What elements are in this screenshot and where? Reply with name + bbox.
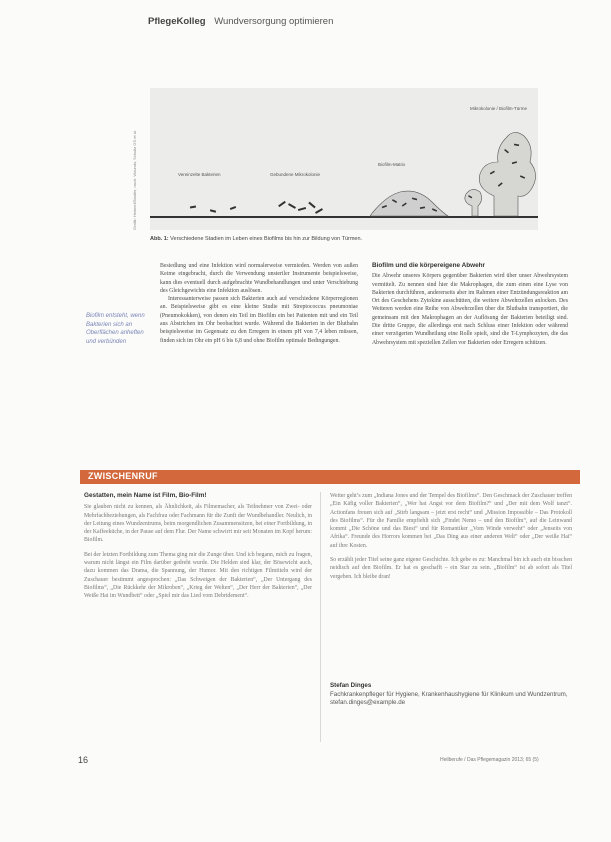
- zwischenruf-paragraph-2: Bei der letzten Fortbildung zum Thema ging mir die Zunge über. Und ich begann, mich zu fragen, warum nicht längst ein Film darüber gedreht wurde. Die Helden sind klar, der Bösewicht auch, dazu kommen das Drama, die Spannung, der Humor. Mit den richtigen Filmtiteln wird der Zuschauer bestimmt angesprochen: „Das Schweigen der Bakterien“, „Der Untergang des Biofilms“, „Die Rückkehr der Mikroben“, „Krieg der Welten“, „Der Herr der Bakterien“, „Der Weiße Hai im Wundbett“ oder „Spiel mir das Lied vom Debridement“.: [84, 551, 312, 600]
- right-column: [372, 262, 568, 452]
- author-description: Fachkrankenpfleger für Hygiene, Krankenhaushygiene für Klinikum und Wundzentrum, stefan.dinges@example.de: [330, 690, 568, 706]
- zwischenruf-bar: [80, 470, 580, 484]
- left-paragraph-1: Besiedlung und eine Infektion wird normalerweise vermieden. Werden von außen Keime eingebracht, durch die Verwendung unsteriler Instrumente beispielsweise, kann dies eventuell durch aufgebrachte Wundbehandlungen und unter Verschiebung des Gleichgewichts eine Infektion auslösen.: [160, 263, 358, 294]
- label-single-bacteria: Vereinzelte Bakterien: [178, 172, 221, 177]
- page-number: 16: [78, 755, 89, 765]
- label-biofilm-matrix: Biofilm-Matrix: [378, 162, 406, 167]
- label-towers: Mikrokolonie / Biofilm-Türme: [470, 106, 528, 111]
- zwischenruf-paragraph-3: Weiter geht’s zum „Indiana Jones und der Tempel des Biofilms“. Den Geschmack der Zuschauer treffen „Ein Käfig voller Bakterien“, „Wer hat Angst vor dem Biofilm?“ und „Der mit dem Wolf tanzt“. Actionfans freuen sich auf „Stirb langsam – jetzt erst recht“ und „Mission Impossible – Das Protokoll des Biofilms“. Für die Familie empfiehlt sich „Findet Nemo – und den Biofilm“, auf die Leinwand kommt „Die Schöne und das Biest“ und für Romantiker „Vom Winde verweht“ oder „Jenseits von Afrika“. Freunde des Horrors kommen bei „Das Ding aus einer anderen Welt“ oder „Der weiße Hai“ auf ihre Kosten.: [330, 493, 572, 549]
- biofilm-figure: [150, 88, 538, 230]
- footer-citation: Heilberufe / Das Pflegemagazin 2013; 65 (5): [440, 757, 539, 763]
- author-name: Stefan Dinges: [330, 682, 372, 689]
- author-signature: [330, 682, 572, 708]
- column-divider: [320, 492, 321, 742]
- surface-line: [150, 216, 538, 218]
- left-column: [160, 262, 358, 452]
- right-column-heading: Biofilm und die körpereigene Abwehr: [372, 262, 486, 269]
- label-microcolony: Gebundene Mikrokolonie: [270, 172, 321, 177]
- zwischenruf-left-column: [84, 492, 312, 744]
- pull-quote: Biofilm entsteht, wenn Bakterien sich an Oberflächen anheften und verbünden: [86, 313, 145, 345]
- zwischenruf-title: Gestatten, mein Name ist Film, Bio-Film!: [84, 492, 207, 499]
- zwischenruf-paragraph-1: Sie glauben nicht zu kennen, als Ähnlichkeit, als Filmemacher, als Teilnehmer von Zwei- oder Mehrfachbeziehungen, als Fachfrau oder Fachmann für die Zunft der Wundbehandler. Neulich, in der Leitung eines Wundzentrums, beim morgendlichen Zusammensitzen, bei einer Fortbildung, in der Kaffeeküche, in der Pause auf dem Flur. Der Name schwirrt mir seit Monaten im Kopf herum: Biofilm.: [84, 504, 312, 544]
- section-title: Wundversorgung optimieren: [214, 16, 334, 27]
- zwischenruf-right-column: [330, 492, 572, 672]
- figure-credit: Grafik: Heimerl/Stadler, nach: Wounds; Schultz GS et al.: [132, 130, 137, 230]
- zwischenruf-paragraph-4: So erzählt jeder Titel seine ganz eigene Geschichte. Ich gebe es zu: Manchmal bin ich auch ein bisschen neidisch auf den Biofilm. Er hat es geschafft – ein Star zu sein. „Biofilm“ ist ab sofort als Titel vergeben. Ich bleibe dran!: [330, 557, 572, 580]
- page-header: [148, 16, 333, 27]
- zwischenruf-label: ZWISCHENRUF: [88, 471, 158, 481]
- magazine-brand: PflegeKolleg: [148, 16, 206, 27]
- right-paragraph-1: Die Abwehr unseres Körpers gegenüber Bakterien wird über unser Abwehrsystem vermittelt. Zu nennen sind hier die Makrophagen, die zum einen eine Lyse von Bakterien durchführen, andererseits aber im Rahmen einer Entzündungsreaktion am Ort des Geschehens Zytokine ausschütten, die weitere Abwehrzellen anlocken. Des Weiteren werden eine Reihe von Abwehrzellen über die Blutbahn transportiert, die gemeinsam mit den Makrophagen an der Auflösung der Bakterien beteiligt sind. Die dritte Gruppe, die allerdings erst nach Schluss einer Infektion oder während einer verzögerten Wundheilung eine Rolle spielt, sind die T-Lymphozyten, die das Abwehrsystem mit speziellen Zellen vor Bakterien oder Erregern schützen.: [372, 273, 568, 346]
- left-paragraph-2: Interessanterweise passen sich Bakterien auch auf verschiedene Körperregionen an. Beispielsweise gibt es eine kleine Studie mit Streptococcus pneumoniae (Pneumokokken), von denen ein Teil im Biofilm ein bei Patienten mit und ein Teil aus Abstrichen im Ohr beobachtet wurde. Während die Bakterien in der Blutbahn beispielsweise im Gegensatz zu den Erregern in einem pH von 7,4 leben müssen, finden sich im Ohr ein pH 6 bis 6,8 und ohne Biofilm optimale Bedingungen.: [160, 296, 358, 344]
- figure-caption: Abb. 1: Verschiedene Stadien im Leben eines Biofilms bis hin zur Bildung von Türmen.: [150, 236, 363, 242]
